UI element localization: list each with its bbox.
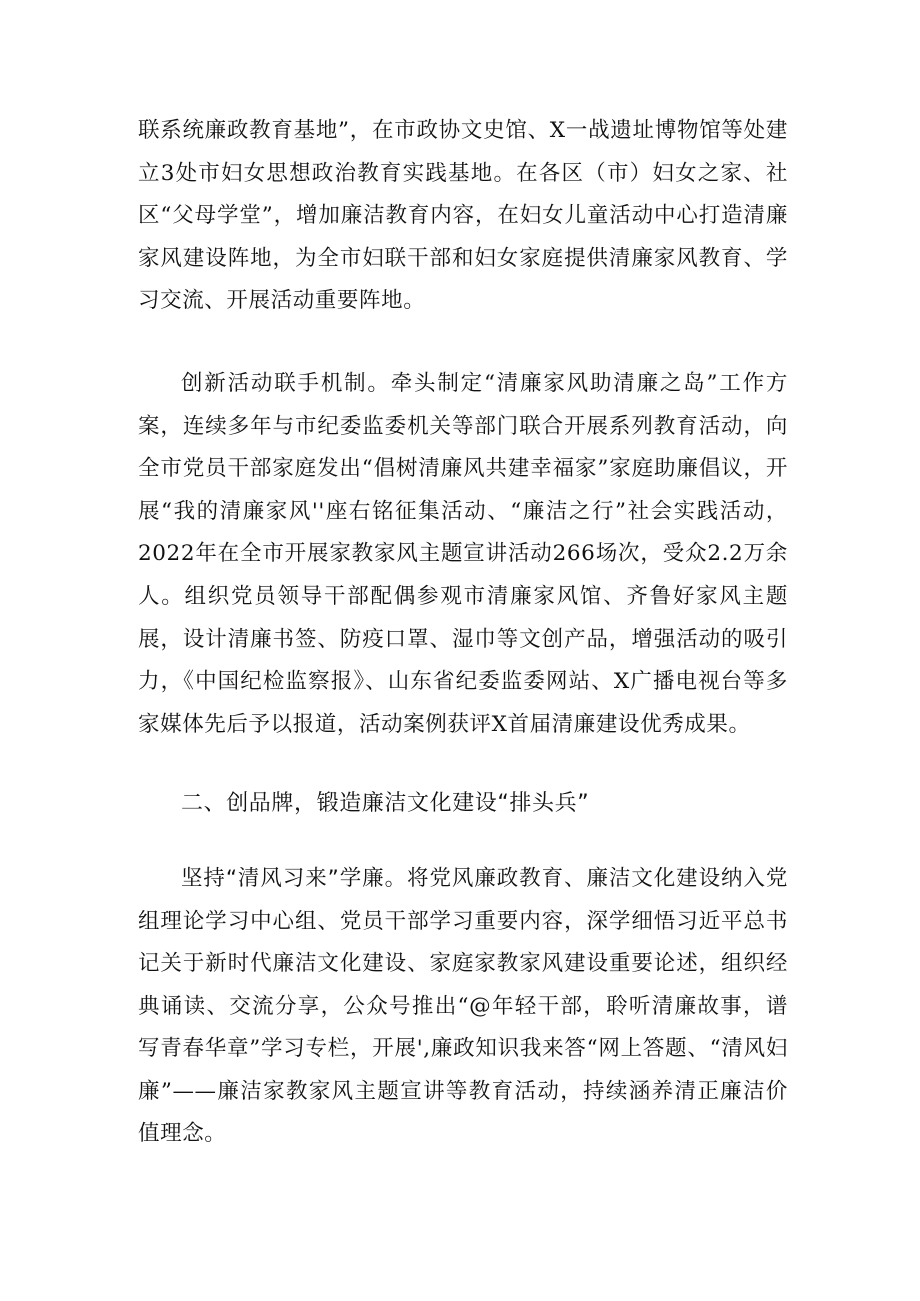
paragraph-gap bbox=[138, 323, 788, 363]
paragraph-education-bases bbox=[138, 110, 788, 323]
paragraph-text: 将党风廉政教育、廉洁文化建设纳入党组理论学习中心组、党员干部学习重要内容，深学细悟习近平总书记关于新时代廉洁文化建设、家庭家教家风建设重要论述，组织经典诵读、交流分享，公众号推出“@年轻干部，聆听清廉故事，谱写青春华章”学习专栏，开展',廉政知识我来答“网上答题、“清风妇廉”——廉洁家教家风主题宣讲等教育活动，持续涵养清正廉洁价值理念。 bbox=[138, 865, 788, 1147]
paragraph-lead-title: 创新活动联手机制。 bbox=[181, 370, 391, 396]
paragraph-activity-mechanism bbox=[138, 363, 788, 746]
paragraph-text: 牵头制定“清廉家风助清廉之岛”工作方案，连续多年与市纪委监委机关等部门联合开展系列教育活动，向全市党员干部家庭发出“倡树清廉风共建幸福家”家庭助廉倡议，开展“我的清廉家风''座右铭征集活动、“廉洁之行”社会实践活动，2022年在全市开展家教家风主题宣讲活动266场次，受众2.2万余人。组织党员领导干部配偶参观市清廉家风馆、齐鲁好家风主题展，设计清廉书签、防疫口罩、湿巾等文创产品，增强活动的吸引力，《中国纪检监察报》、山东省纪委监委网站、X广播电视台等多家媒体先后予以报道，活动案例获评X首届清廉建设优秀成果。 bbox=[138, 370, 788, 737]
paragraph-lead-title: 坚持“清风习来”学廉。 bbox=[181, 865, 408, 891]
section-heading: 二、创品牌，锻造廉洁文化建设“排头兵” bbox=[181, 791, 590, 817]
paragraph-clean-style-learning bbox=[138, 858, 788, 1156]
paragraph-gap bbox=[138, 746, 788, 783]
paragraph-text: 联系统廉政教育基地”，在市政协文史馆、X一战遗址博物馆等处建立3处市妇女思想政治教育实践基地。在各区（市）妇女之家、社区“父母学堂”，增加廉洁教育内容，在妇女儿童活动中心打造清廉家风建设阵地，为全市妇联干部和妇女家庭提供清廉家风教育、学习交流、开展活动重要阵地。 bbox=[138, 118, 788, 314]
document-page bbox=[138, 110, 788, 1156]
paragraph-gap bbox=[138, 826, 788, 858]
